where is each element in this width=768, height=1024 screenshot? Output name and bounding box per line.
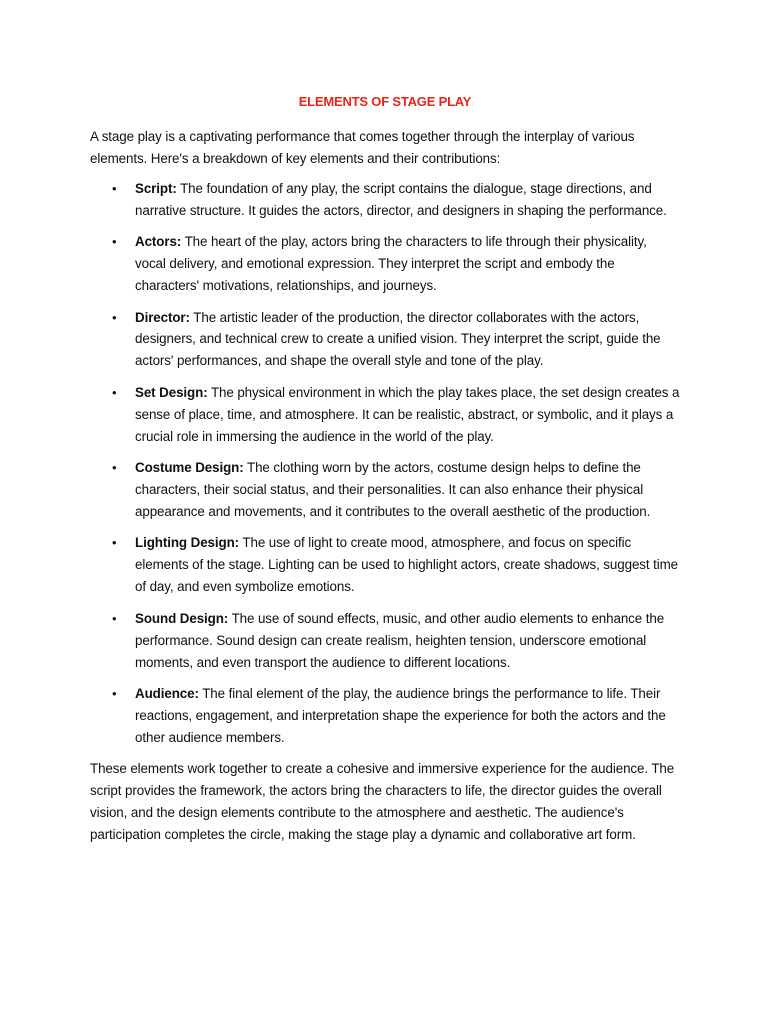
elements-list (90, 178, 680, 749)
list-item (90, 457, 680, 523)
list-item (90, 307, 680, 373)
list-item (90, 683, 680, 749)
intro-paragraph: A stage play is a captivating performance that comes together through the interplay of various elements. Here's a breakdown of key elements and their contributions: (90, 129, 635, 166)
closing-paragraph: These elements work together to create a cohesive and immersive experience for the audience. The script provides the framework, the actors bring the characters to life, the director guides the overall vision, and the design elements contribute to the atmosphere and aesthetic. The audience's participation completes the circle, making the stage play a dynamic and collaborative art form. (90, 761, 675, 843)
item-description: The foundation of any play, the script contains the dialogue, stage directions, and narrative structure. It guides the actors, director, and designers in shaping the performance. (135, 180, 667, 218)
item-description: The use of light to create mood, atmosphere, and focus on specific elements of the stage. Lighting can be used to highlight actors, create shadows, suggest time of day, and even symbolize emotions. (135, 535, 679, 595)
list-item (90, 532, 680, 598)
document-title: ELEMENTS OF STAGE PLAY (298, 94, 472, 109)
list-item (90, 231, 680, 297)
item-term: Set Design: (135, 384, 208, 400)
bullet-icon: • (112, 180, 117, 196)
bullet-icon: • (112, 309, 117, 325)
bullet-icon: • (112, 460, 117, 476)
item-description: The final element of the play, the audience brings the performance to life. Their reactions, engagement, and interpretation shape the experience for both the actors and the other audience members. (135, 686, 666, 745)
bullet-icon: • (112, 535, 117, 551)
list-item (90, 608, 680, 674)
item-description: The clothing worn by the actors, costume design helps to define the characters, their social status, and their personalities. It can also enhance their physical appearance and movements, and it contributes to the overall aesthetic of the production. (135, 460, 651, 519)
bullet-icon: • (112, 234, 117, 250)
list-item (90, 382, 680, 448)
bullet-icon: • (112, 384, 117, 400)
item-term: Audience: (135, 686, 199, 702)
item-description: The heart of the play, actors bring the characters to life through their physicality, vocal delivery, and emotional expression. They interpret the script and embody the characters' motivations, relationships, and journeys. (135, 234, 647, 294)
list-item (90, 178, 680, 222)
bullet-icon: • (112, 686, 117, 702)
item-term: Director: (135, 309, 190, 325)
item-term: Script: (135, 180, 177, 196)
item-term: Costume Design: (135, 460, 244, 476)
item-description: The use of sound effects, music, and other audio elements to enhance the performance. Sound design can create realism, heighten tension, underscore emotional moments, and even transport the audience to different locations. (135, 610, 665, 670)
item-term: Sound Design: (135, 610, 229, 626)
item-term: Actors: (135, 234, 182, 250)
item-description: The physical environment in which the play takes place, the set design creates a sense of place, time, and atmosphere. It can be realistic, abstract, or symbolic, and it plays a crucial role in immersing the audience in the world of the play. (135, 384, 680, 444)
bullet-icon: • (112, 610, 117, 626)
item-description: The artistic leader of the production, the director collaborates with the actors, designers, and technical crew to create a unified vision. They interpret the script, guide the actors' performances, and shape the overall style and tone of the play. (135, 309, 661, 369)
item-term: Lighting Design: (135, 535, 240, 551)
document-page (90, 92, 680, 846)
